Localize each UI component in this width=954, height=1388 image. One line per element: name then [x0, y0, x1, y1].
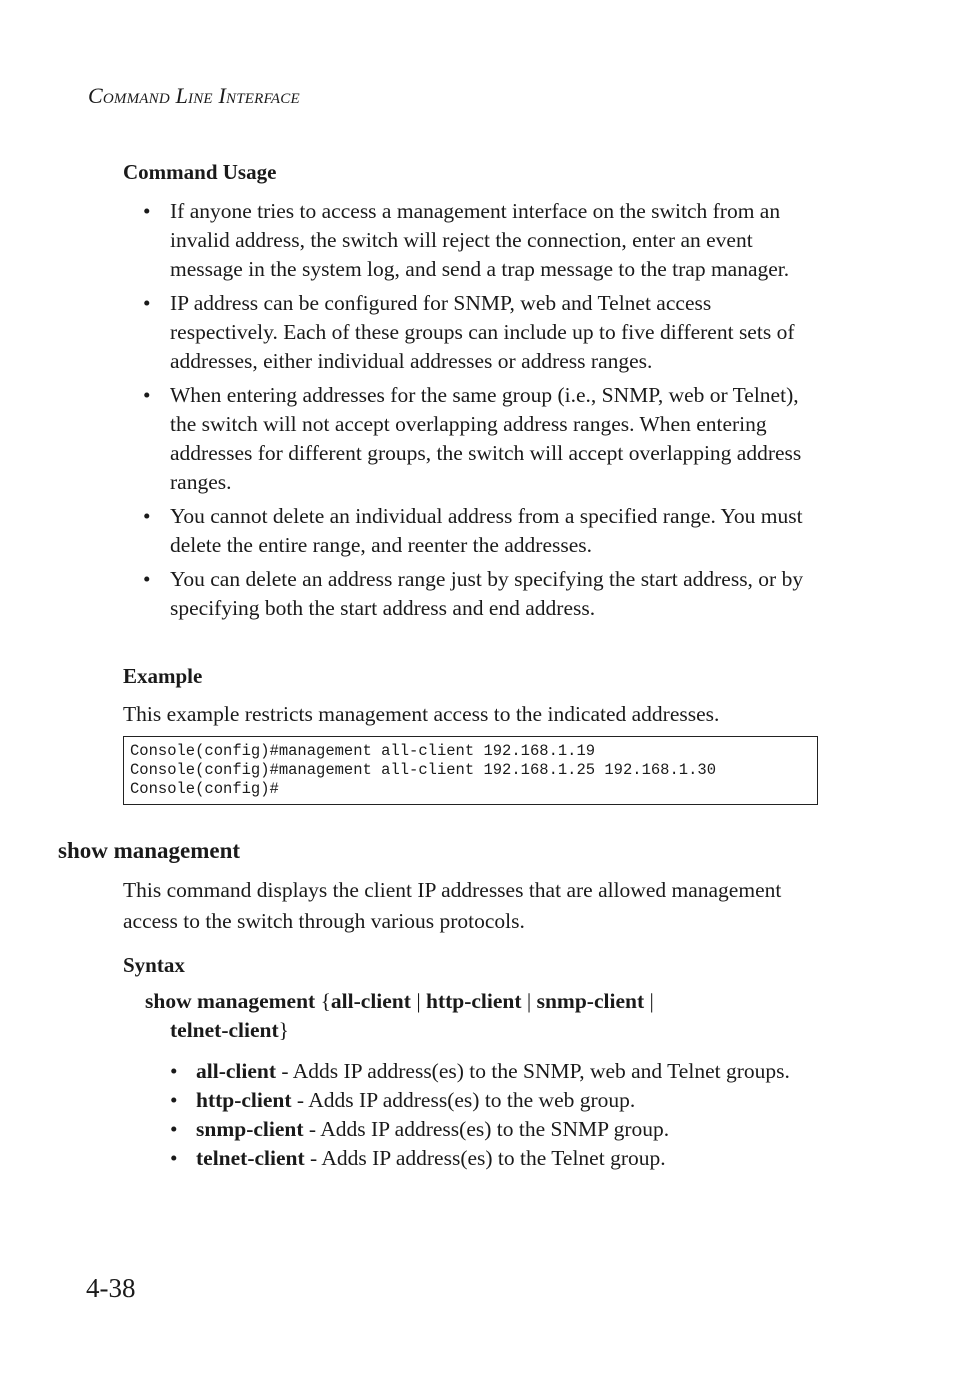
command-usage-list [123, 197, 823, 628]
syntax-brace-close: } [278, 1018, 289, 1042]
code-example [123, 736, 818, 805]
list-item: • You can delete an address range just by specifying the start address, or by specifying both the start address and end address. [123, 565, 823, 623]
syntax-line [145, 987, 795, 1045]
syntax-option: all-client [330, 989, 411, 1013]
option-name: all-client [196, 1059, 277, 1083]
command-description: This command displays the client IP addresses that are allowed management access to the switch through various protocols. [123, 878, 782, 933]
code-line: Console(config)#management all-client 192.168.1.19 [130, 742, 596, 760]
option-name: telnet-client [196, 1146, 305, 1170]
example-intro: This example restricts management access to the indicated addresses. [123, 702, 720, 726]
option-desc: - Adds IP address(es) to the SNMP group. [303, 1117, 670, 1141]
list-item: • If anyone tries to access a management interface on the switch from an invalid address, the switch will reject the connection, enter an event message in the system log, and send a trap message to the trap manager. [123, 197, 823, 284]
list-item [170, 1144, 810, 1173]
syntax-separator: | [416, 989, 421, 1013]
option-desc: - Adds IP address(es) to the web group. [291, 1088, 636, 1112]
syntax-command: show management [145, 989, 316, 1013]
syntax-option: telnet-client [170, 1018, 279, 1042]
syntax-heading: Syntax [123, 953, 185, 977]
page-number: 4-38 [86, 1273, 136, 1303]
example-heading: Example [123, 664, 203, 688]
syntax-option: http-client [426, 989, 522, 1013]
code-line: Console(config)#management all-client 192.168.1.25 192.168.1.30 [130, 761, 716, 779]
option-name: snmp-client [196, 1117, 304, 1141]
list-item [170, 1057, 810, 1086]
command-usage-heading: Command Usage [123, 160, 277, 184]
syntax-separator: | [649, 989, 654, 1013]
command-title: show management [58, 838, 241, 863]
code-line: Console(config)# [130, 780, 279, 798]
option-desc: - Adds IP address(es) to the Telnet group. [304, 1146, 666, 1170]
list-item: • IP address can be configured for SNMP, web and Telnet access respectively. Each of these groups can include up to five different sets of addresses, either individual addresses or address ranges. [123, 289, 823, 376]
list-item [170, 1115, 810, 1144]
syntax-separator: | [526, 989, 532, 1013]
syntax-options-list [170, 1057, 810, 1173]
list-item: • You cannot delete an individual address from a specified range. You must delete the entire range, and reenter the addresses. [123, 502, 823, 560]
option-desc: - Adds IP address(es) to the SNMP, web and Telnet groups. [276, 1059, 790, 1083]
option-name: http-client [196, 1088, 292, 1112]
list-item: • When entering addresses for the same group (i.e., SNMP, web or Telnet), the switch will not accept overlapping address ranges. When entering addresses for different groups, the switch will accept overlapping address ranges. [123, 381, 823, 497]
running-header: Command Line Interface [88, 83, 300, 108]
syntax-brace-open: { [320, 989, 331, 1013]
syntax-option: snmp-client [536, 989, 645, 1013]
list-item [170, 1086, 810, 1115]
